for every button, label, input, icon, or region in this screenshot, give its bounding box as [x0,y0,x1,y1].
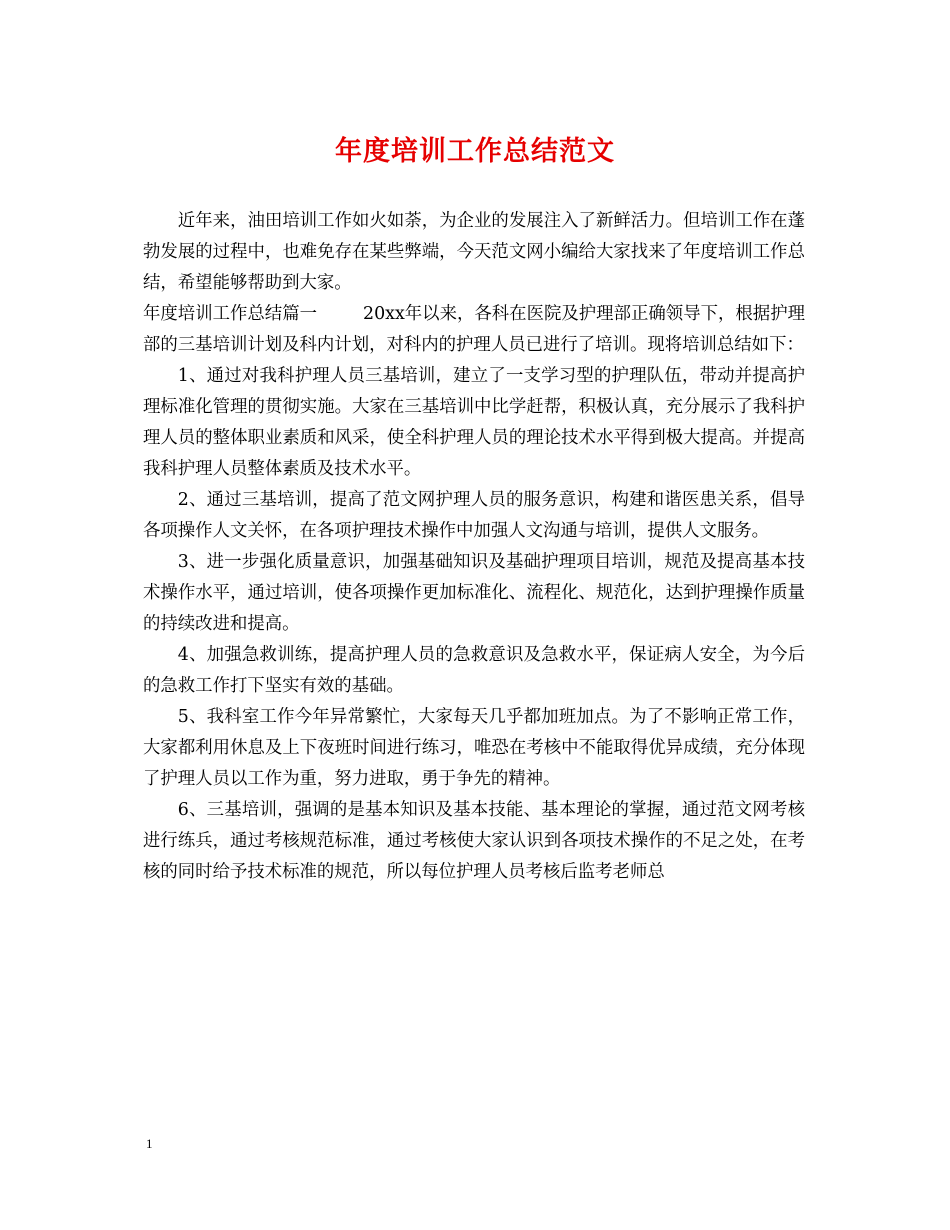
page-number: 1 [146,1136,153,1151]
section-heading: 年度培训工作总结篇一 [143,304,318,324]
list-item: 3、进一步强化质量意识，加强基础知识及基础护理项目培训，规范及提高基本技术操作水平，通过培训，使各项操作更加标准化、流程化、规范化，达到护理操作质量的持续改进和提高。 [143,552,805,634]
document-title: 年度培训工作总结范文 [335,136,615,167]
list-item: 6、三基培训，强调的是基本知识及基本技能、基本理论的掌握，通过范文网考核进行练兵，通过考核规范标准，通过考核使大家认识到各项技术操作的不足之处，在考核的同时给予技术标准的规范，所以每位护理人员考核后监考老师总 [143,800,805,882]
section-lead: 20xx年以来，各科在医院及护理部正确领导下，根据护理部的三基培训计划及科内计划，对科内的护理人员已进行了培训。现将培训总结如下： [143,304,805,355]
list-item: 5、我科室工作今年异常繁忙，大家每天几乎都加班加点。为了不影响正常工作，大家都利用休息及上下夜班时间进行练习，唯恐在考核中不能取得优异成绩，充分体现了护理人员以工作为重，努力进取，勇于争先的精神。 [143,707,805,789]
document-body [143,206,805,888]
intro-paragraph: 近年来，油田培训工作如火如荼，为企业的发展注入了新鲜活力。但培训工作在蓬勃发展的过程中，也难免存在某些弊端，今天范文网小编给大家找来了年度培训工作总结，希望能够帮助到大家。 [143,211,805,293]
section-paragraph [143,299,805,361]
list-item: 2、通过三基培训，提高了范文网护理人员的服务意识，构建和谐医患关系，倡导各项操作人文关怀，在各项护理技术操作中加强人文沟通与培训，提供人文服务。 [143,490,805,541]
list-item: 1、通过对我科护理人员三基培训，建立了一支学习型的护理队伍，带动并提高护理标准化管理的贯彻实施。大家在三基培训中比学赶帮，积极认真，充分展示了我科护理人员的整体职业素质和风采，使全科护理人员的理论技术水平得到极大提高。并提高我科护理人员整体素质及技术水平。 [143,366,805,479]
list-item: 4、加强急救训练，提高护理人员的急救意识及急救水平，保证病人安全，为今后的急救工作打下坚实有效的基础。 [143,645,805,696]
